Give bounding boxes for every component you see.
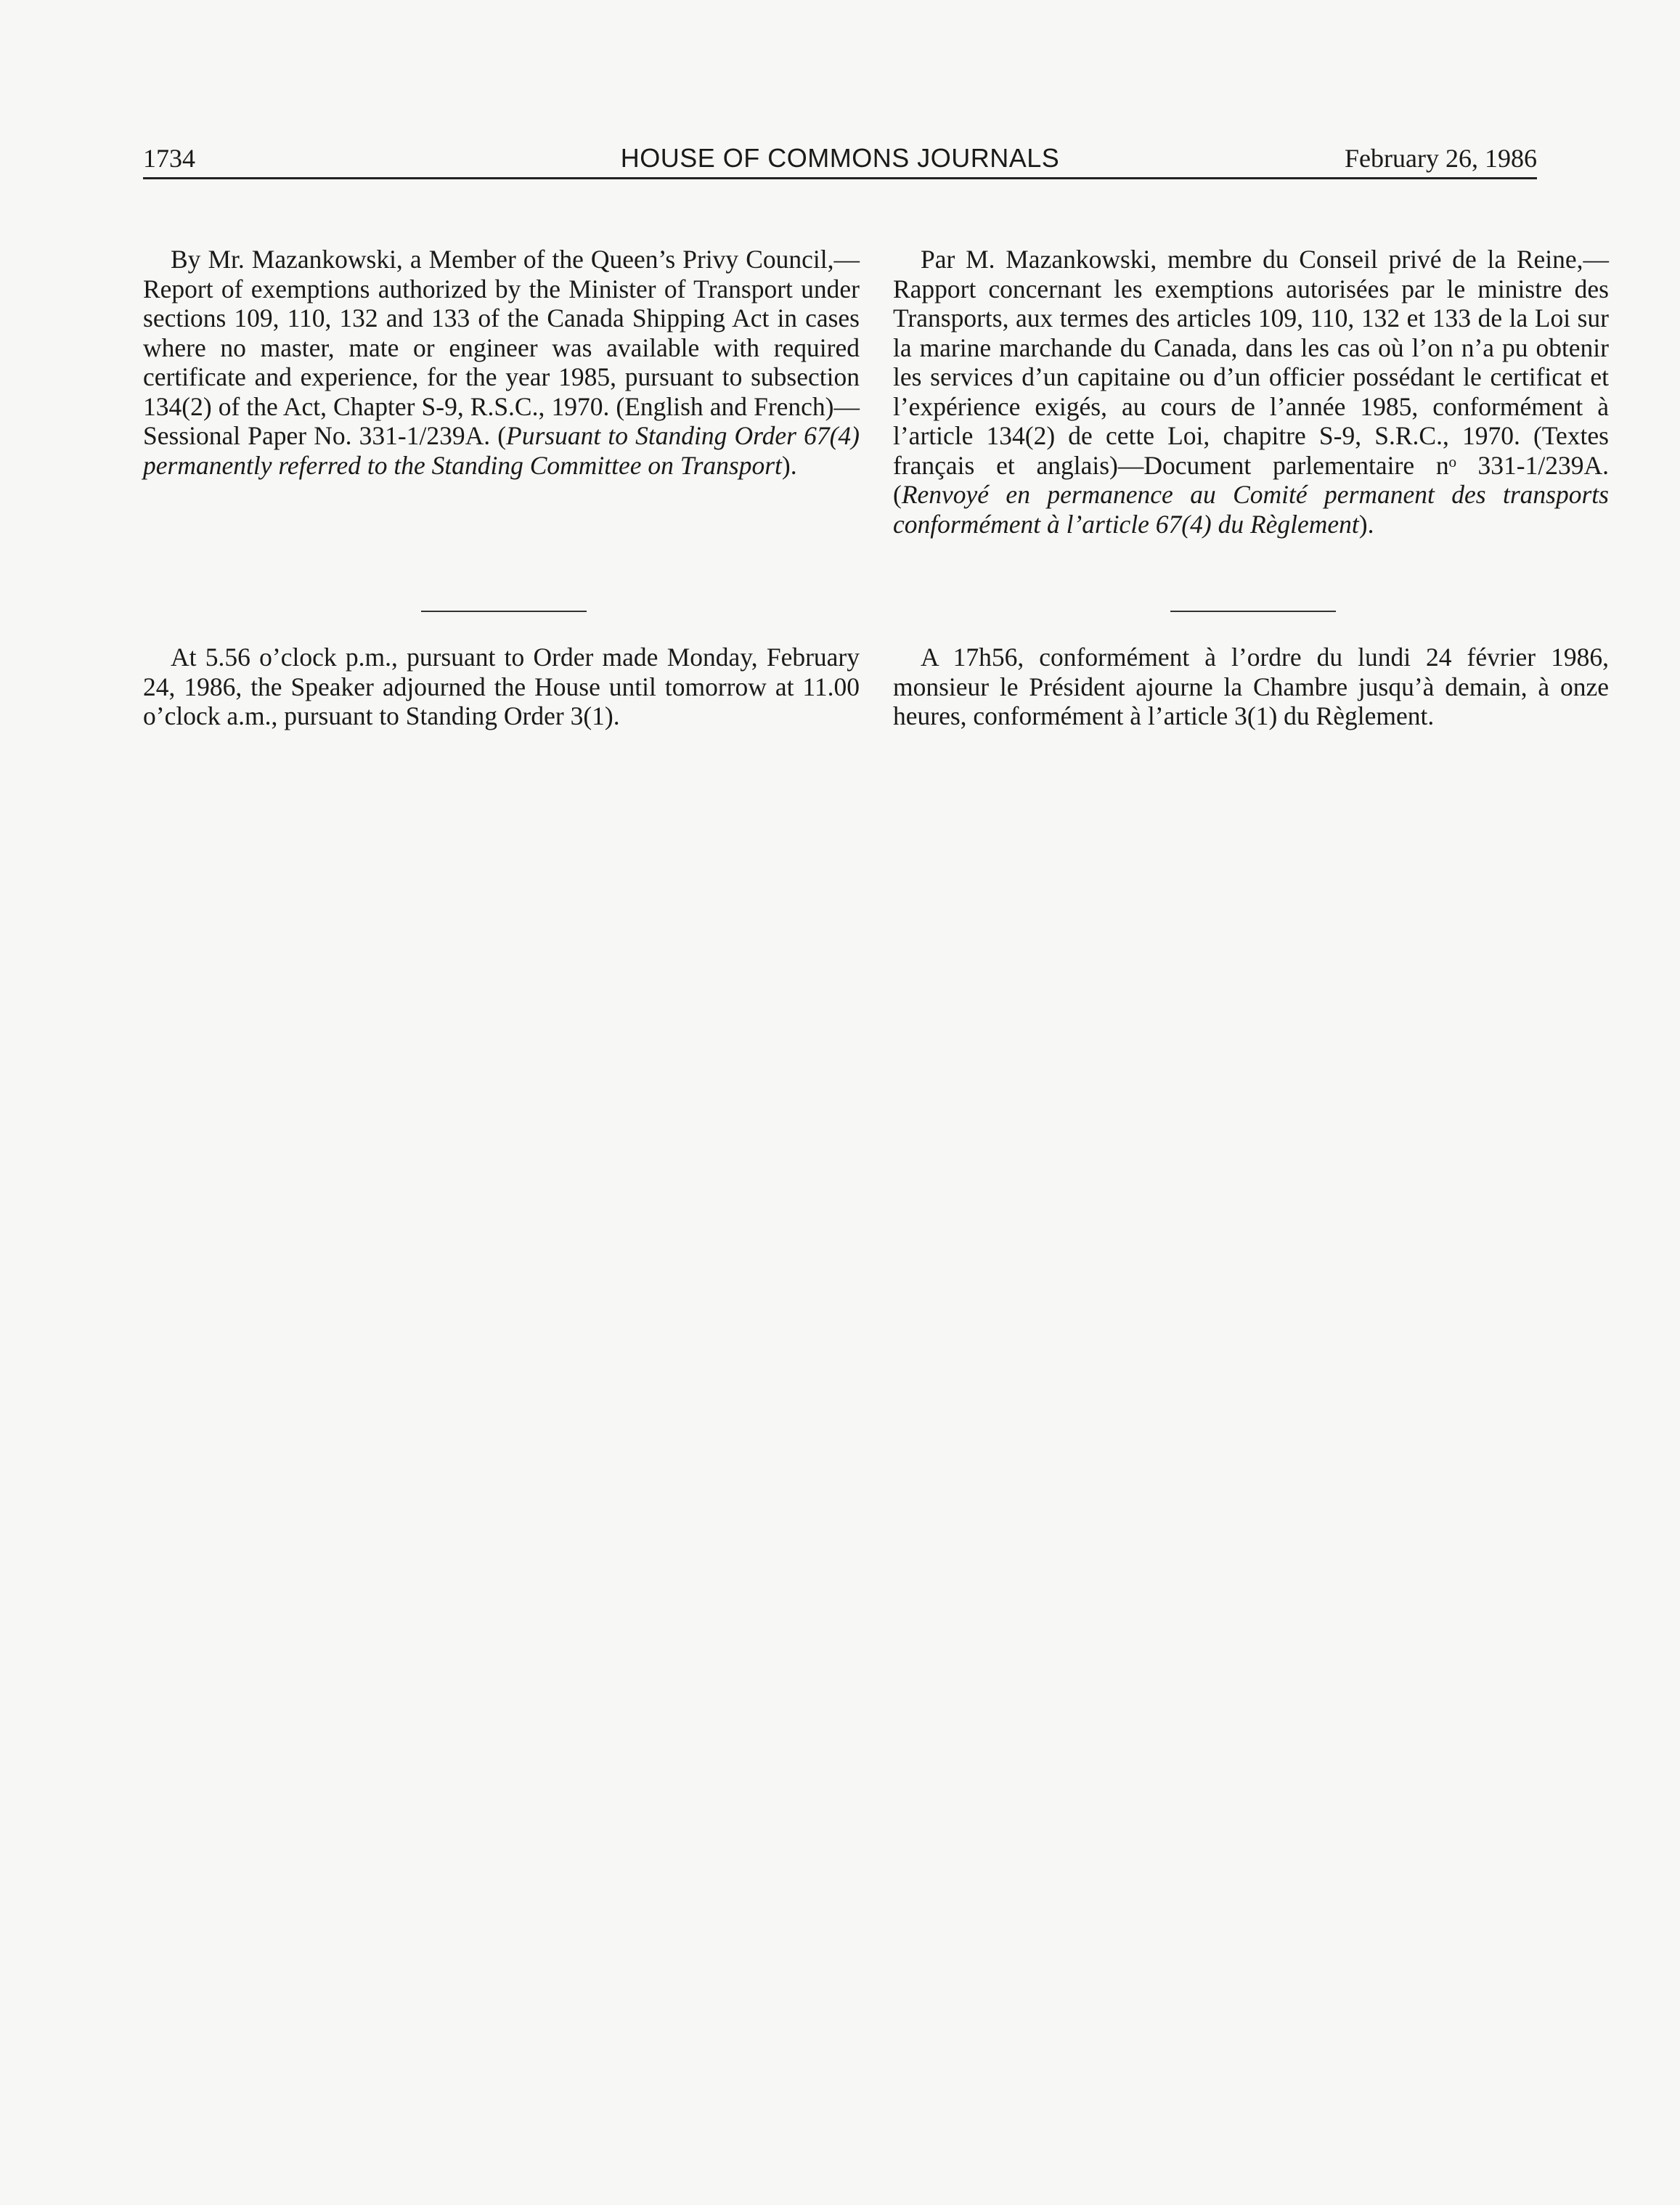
french-paper-referral: Renvoyé en permanence au Comité permanent des transports conformément à l’article 67(4) du Règlement: [893, 480, 1609, 539]
french-adjournment-text: A 17h56, conformément à l’ordre du lundi 24 février 1986, monsieur le Président ajourne la Chambre jusqu’à demain, à onze heures, conformément à l’article 3(1) du Règlement.: [893, 643, 1609, 730]
page-number: 1734: [143, 144, 195, 173]
french-paper-paragraph: [893, 245, 1609, 539]
french-paper-text: Par M. Mazankowski, membre du Conseil privé de la Reine,—Rapport concernant les exemptions autorisées par le ministre des Transports, aux termes des articles 109, 110, 132 et 133 de la Loi sur la marine marchande du Canada, dans les cas où l’on n’a pu obtenir les services d’un capitaine ou d’un officier possédant le certificat et l’expérience exigés, au cours de l’année 1985, conformément à l’article 134(2) de cette Loi, chapitre S-9, S.R.C., 1970. (Textes français et anglais)—Document parlementaire nᵒ 331-1/239A. (: [893, 245, 1609, 509]
english-paper-closing: ).: [781, 450, 797, 480]
english-adjournment-entry: [143, 643, 860, 731]
header-date: February 26, 1986: [1345, 144, 1537, 173]
french-paper-closing: ).: [1358, 509, 1374, 539]
section-divider-english: [421, 611, 587, 612]
english-adjournment-text: At 5.56 o’clock p.m., pursuant to Order made Monday, February 24, 1986, the Speaker adjourned the House until tomorrow at 11.00 o’clock a.m., pursuant to Standing Order 3(1).: [143, 643, 860, 730]
english-paper-referral: Pursuant to Standing Order 67(4) permanently referred to the Standing Committee on Transport: [143, 421, 860, 480]
french-adjournment-entry: [893, 643, 1609, 731]
page-header: [143, 142, 1537, 179]
french-paper-entry: [893, 245, 1609, 539]
english-paper-paragraph: [143, 245, 860, 480]
journal-title: HOUSE OF COMMONS JOURNALS: [620, 143, 1060, 173]
english-paper-entry: [143, 245, 860, 480]
english-paper-text: By Mr. Mazankowski, a Member of the Queen’s Privy Council,—Report of exemptions authorized by the Minister of Transport under sections 109, 110, 132 and 133 of the Canada Shipping Act in cases where no master, mate or engineer was available with required certificate and experience, for the year 1985, pursuant to subsection 134(2) of the Act, Chapter S-9, R.S.C., 1970. (English and French)—Sessional Paper No. 331-1/239A. (: [143, 245, 860, 450]
section-divider-french: [1170, 611, 1336, 612]
